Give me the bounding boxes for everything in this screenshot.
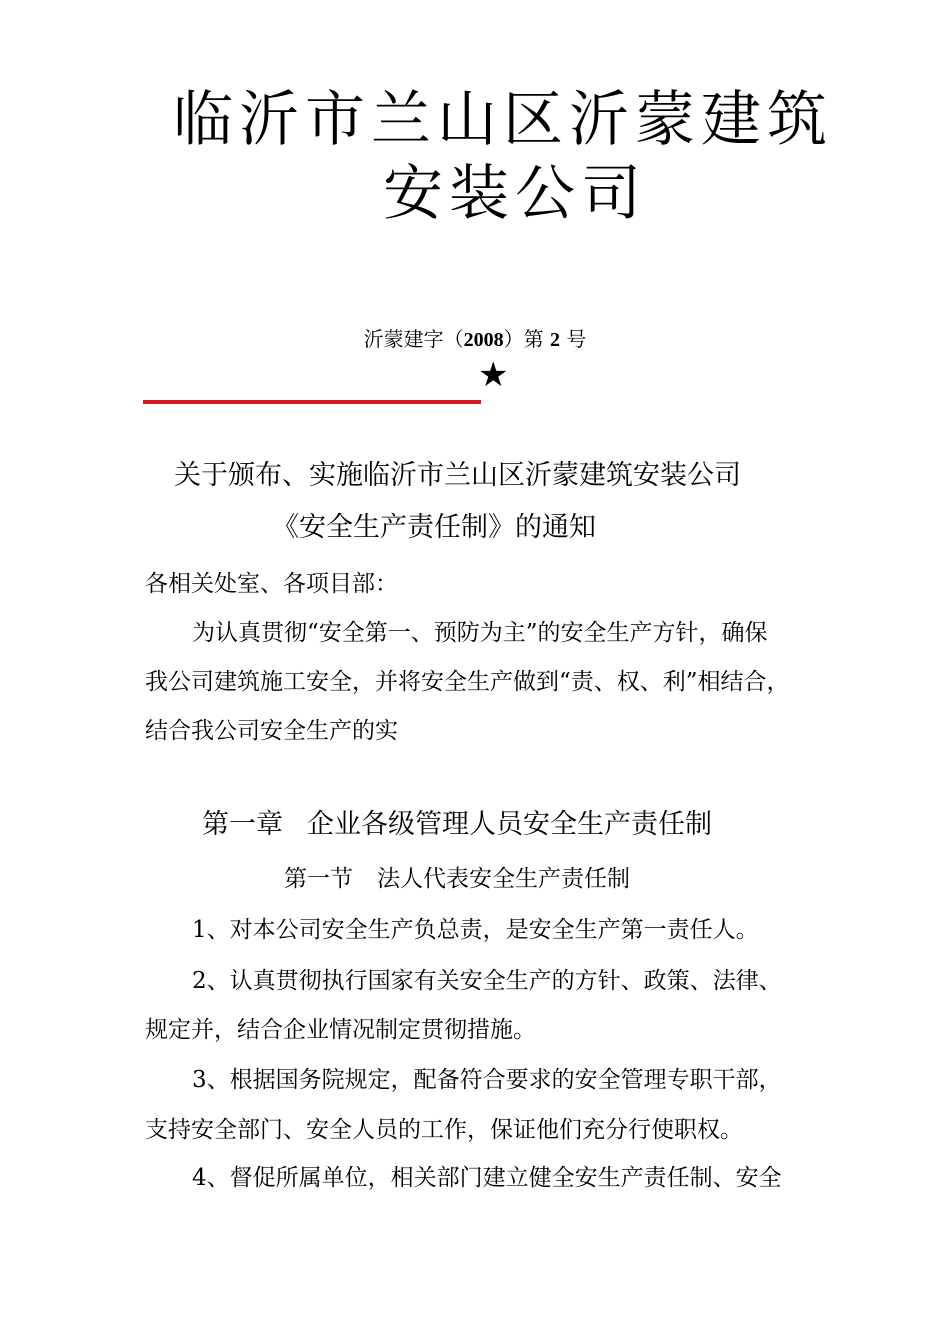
doc-number-mid: ）第	[503, 327, 544, 351]
star-icon: ★	[478, 355, 509, 395]
list-item-line: 3、根据国务院规定，配备符合要求的安全管理专职干部，	[192, 1067, 782, 1093]
section-label: 第一节	[284, 866, 353, 892]
list-item-line: 2、认真贯彻执行国家有关安全生产的方针、政策、法律、	[192, 968, 782, 994]
doc-number-prefix: 沂蒙建字（	[363, 327, 464, 351]
list-item-line: 4、督促所属单位，相关部门建立健全安生产责任制、安全	[192, 1165, 782, 1191]
notice-title-line2: 《安全生产责任制》的通知	[272, 512, 596, 543]
notice-title-line1: 关于颁布、实施临沂市兰山区沂蒙建筑安装公司	[174, 460, 741, 491]
list-item-line: 1、对本公司安全生产负总责，是安全生产第一责任人。	[192, 917, 759, 943]
red-divider	[143, 400, 481, 404]
section-heading	[284, 868, 630, 891]
intro-paragraph-line: 为认真贯彻“安全第一、预防为主”的安全生产方针，确保	[192, 620, 768, 646]
intro-paragraph-line: 结合我公司安全生产的实	[145, 718, 398, 744]
section-title: 法人代表安全生产责任制	[377, 866, 630, 892]
salutation: 各相关处室、各项目部：	[145, 571, 398, 597]
list-item-line: 支持安全部门、安全人员的工作，保证他们充分行使职权。	[145, 1117, 743, 1143]
doc-number-year: 2008	[463, 329, 504, 351]
list-item-line: 规定并，结合企业情况制定贯彻措施。	[145, 1017, 536, 1043]
chapter-label: 第一章	[202, 809, 283, 840]
company-name-line2: 安装公司	[383, 159, 647, 229]
company-name-line1: 临沂市兰山区沂蒙建筑	[173, 85, 833, 155]
doc-number-no: 2	[550, 329, 560, 351]
chapter-heading	[202, 811, 712, 838]
intro-paragraph-line: 我公司建筑施工安全，并将安全生产做到“责、权、利”相结合，	[145, 669, 790, 695]
document-number	[0, 323, 950, 352]
chapter-title: 企业各级管理人员安全生产责任制	[307, 809, 712, 840]
doc-number-suffix: 号	[566, 327, 587, 351]
